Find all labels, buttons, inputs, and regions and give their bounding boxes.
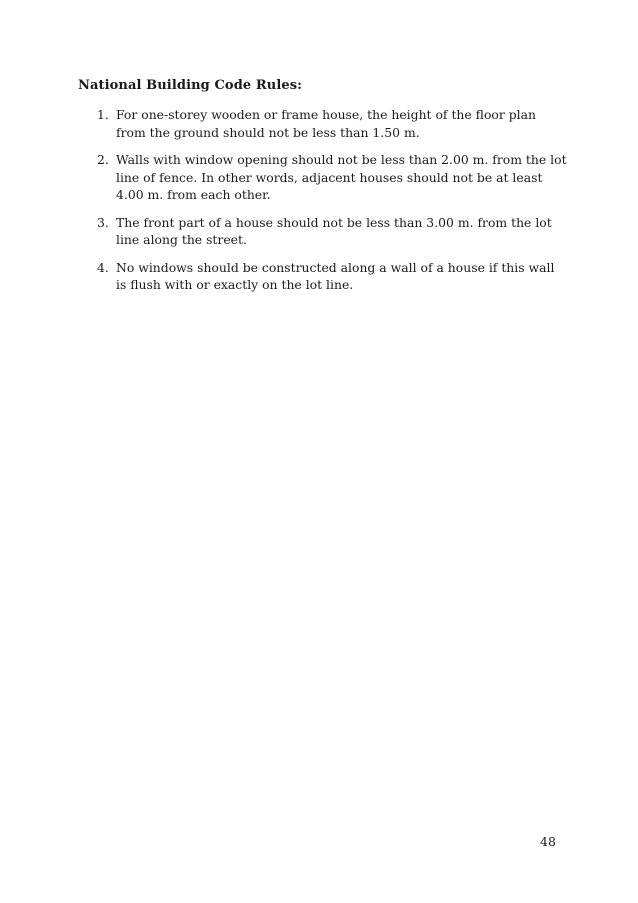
rule-text: The front part of a house should not be less than 3.00 m. from the lot line along the street. xyxy=(116,214,552,247)
rules-list xyxy=(78,106,568,304)
list-item-rule-3 xyxy=(78,214,568,249)
rule-text: Walls with window opening should not be less than 2.00 m. from the lot line of fence. In other words, adjacent houses should not be at least 4.00 m. from each other. xyxy=(116,152,567,202)
page-number: 48 xyxy=(540,834,556,849)
rule-text: No windows should be constructed along a wall of a house if this wall is flush with or exactly on the lot line. xyxy=(116,259,555,292)
list-item-rule-2 xyxy=(78,151,568,204)
rule-number: 3. xyxy=(97,214,109,230)
list-item-rule-1 xyxy=(78,106,568,141)
rule-number: 1. xyxy=(97,107,109,122)
list-item-rule-4 xyxy=(78,259,568,294)
rule-number: 4. xyxy=(97,259,109,275)
rule-number: 2. xyxy=(97,152,109,167)
section-heading: National Building Code Rules: xyxy=(78,78,303,93)
rule-text: For one-storey wooden or frame house, the height of the floor plan from the ground should not be less than 1.50 m. xyxy=(116,107,536,140)
